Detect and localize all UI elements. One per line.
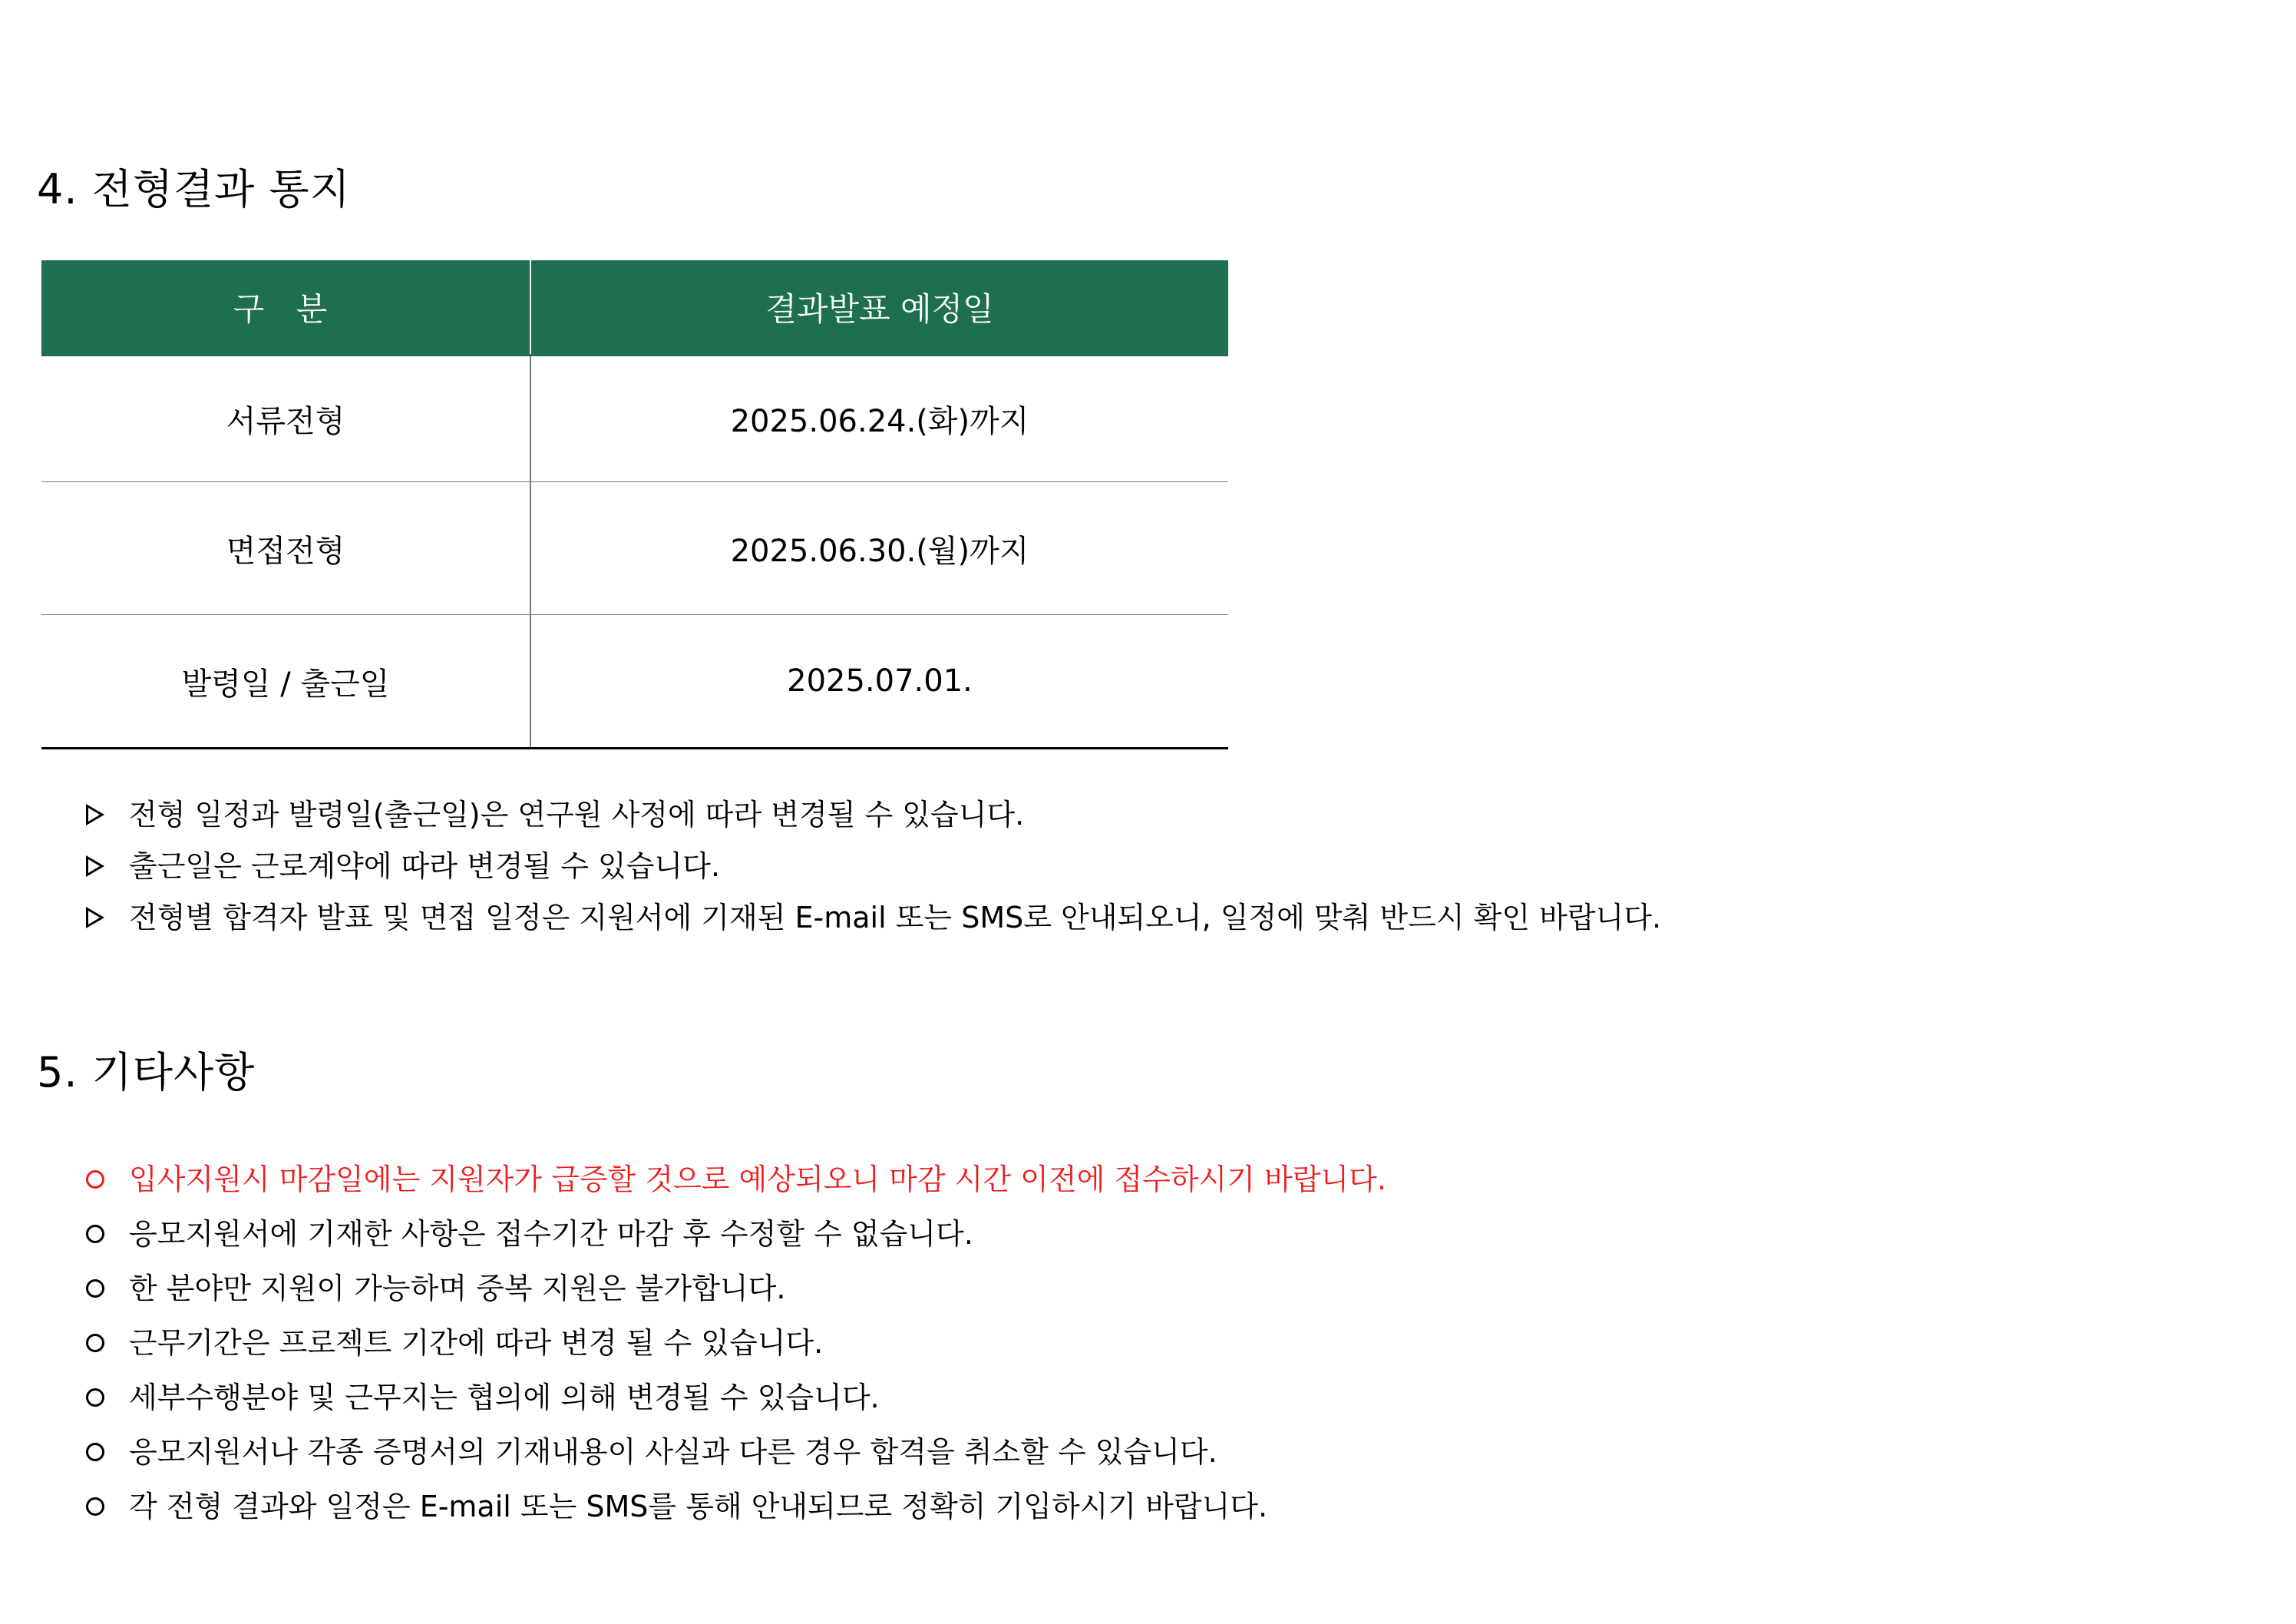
list-item [86,840,1661,891]
section-4-title: 4. 전형결과 통지 [37,165,351,213]
table-row [41,356,1228,482]
note-text: 전형 일정과 발령일(출근일)은 연구원 사정에 따라 변경될 수 있습니다. [129,797,1025,832]
hollow-triangle-icon [86,907,104,928]
list-item [86,1315,1386,1370]
note-text: 입사지원시 마감일에는 지원자가 급증할 것으로 예상되오니 마감 시간 이전에 접수하시기 바랍니다. [129,1162,1386,1196]
hollow-circle-icon [86,1388,104,1407]
list-item [86,1206,1386,1261]
note-text: 전형별 합격자 발표 및 면접 일정은 지원서에 기재된 E-mail 또는 SMS로 안내되오니, 일정에 맞춰 반드시 확인 바랍니다. [129,900,1662,934]
hollow-circle-icon [86,1334,104,1352]
result-schedule-table [41,260,1228,749]
list-item [86,1479,1386,1533]
list-item [86,1261,1386,1315]
table-row [41,615,1228,749]
note-text: 세부수행분야 및 근무지는 협의에 의해 변경될 수 있습니다. [129,1380,880,1414]
list-item [86,1424,1386,1479]
date-cell: 2025.07.01. [530,615,1228,749]
stage-cell: 서류전형 [41,356,530,482]
note-text: 응모지원서에 기재한 사항은 접수기간 마감 후 수정할 수 없습니다. [129,1216,973,1251]
table-header-row [41,260,1228,356]
table-row [41,482,1228,615]
note-text: 각 전형 결과와 일정은 E-mail 또는 SMS를 통해 안내되므로 정확히 기입하시기 바랍니다. [129,1489,1268,1523]
note-text: 한 분야만 지원이 가능하며 중복 지원은 불가합니다. [129,1271,786,1305]
hollow-triangle-icon [86,804,104,825]
note-text: 응모지원서나 각종 증명서의 기재내용이 사실과 다른 경우 합격을 취소할 수 있습니다. [129,1434,1217,1469]
header-announce-date: 결과발표 예정일 [530,260,1228,356]
date-cell: 2025.06.30.(월)까지 [530,482,1228,615]
section-5-title: 5. 기타사항 [37,1048,256,1096]
list-item-highlight [86,1152,1386,1206]
hollow-circle-icon [86,1497,104,1516]
header-category: 구 분 [41,260,530,356]
section-4-notes [86,789,1661,943]
list-item [86,891,1661,943]
hollow-triangle-icon [86,855,104,877]
hollow-circle-icon [86,1170,104,1189]
section-5-notes [86,1152,1386,1533]
note-text: 근무기간은 프로젝트 기간에 따라 변경 될 수 있습니다. [129,1325,824,1360]
hollow-circle-icon [86,1279,104,1298]
stage-cell: 면접전형 [41,482,530,615]
note-text: 출근일은 근로계약에 따라 변경될 수 있습니다. [129,848,720,883]
stage-cell: 발령일 / 출근일 [41,615,530,749]
hollow-circle-icon [86,1225,104,1243]
date-cell: 2025.06.24.(화)까지 [530,356,1228,482]
list-item [86,789,1661,840]
hollow-circle-icon [86,1443,104,1461]
list-item [86,1370,1386,1424]
